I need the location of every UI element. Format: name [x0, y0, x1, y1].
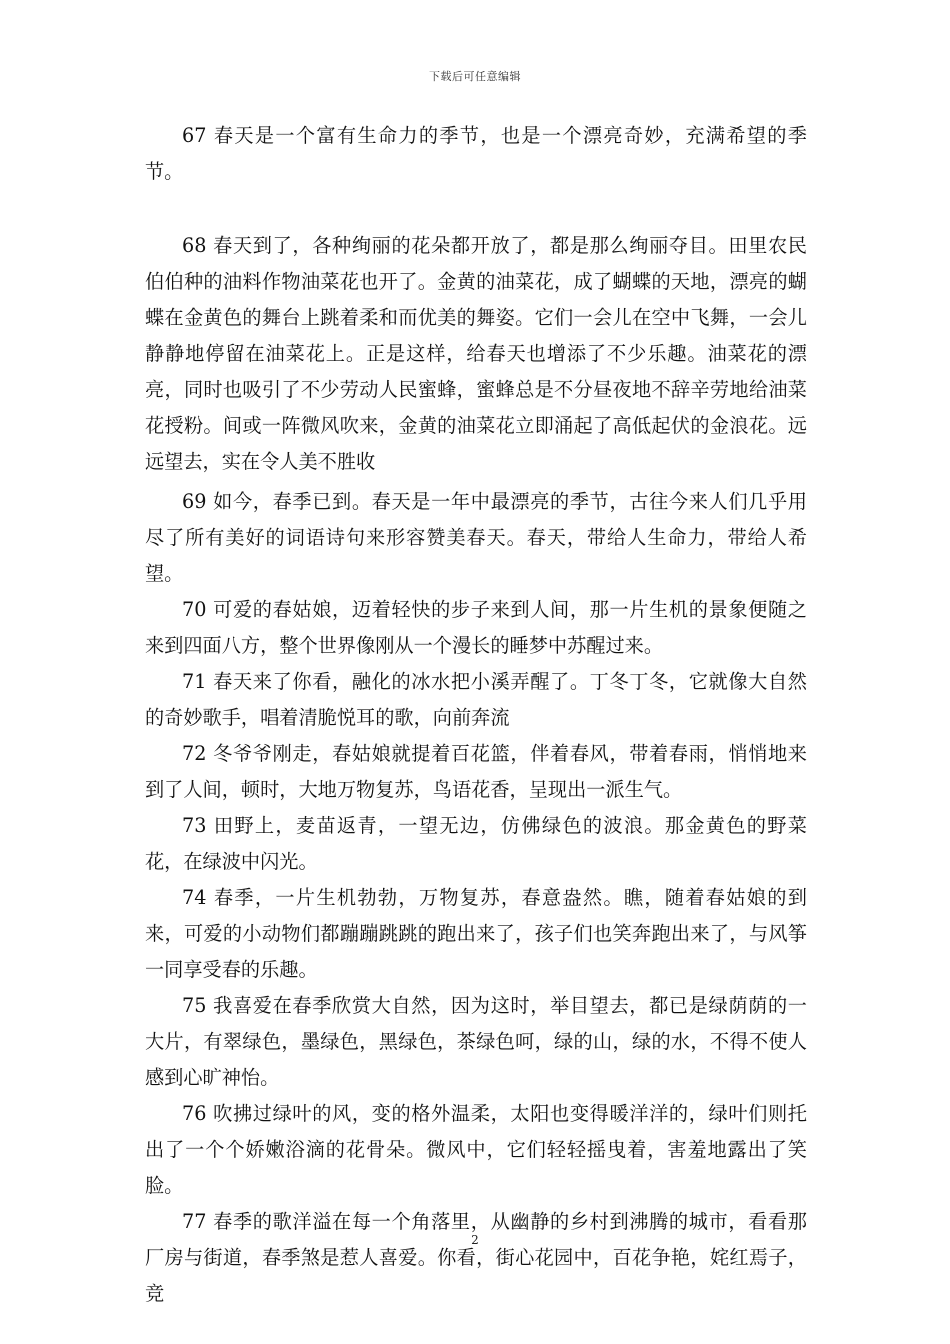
paragraph-69: 69 如今，春季已到。春天是一年中最漂亮的季节，古往今来人们几乎用尽了所有美好的词语诗句来形容赞美春天。春天，带给人生命力，带给人希望。	[145, 490, 807, 585]
paragraph-67: 67 春天是一个富有生命力的季节，也是一个漂亮奇妙，充满希望的季节。	[145, 124, 807, 183]
paragraph-71: 71 春天来了你看，融化的冰水把小溪弄醒了。丁冬丁冬，它就像大自然的奇妙歌手，唱着清脆悦耳的歌，向前奔流	[145, 670, 807, 729]
paragraph-72: 72 冬爷爷刚走，春姑娘就提着百花篮，伴着春风，带着春雨，悄悄地来到了人间，顿时，大地万物复苏，鸟语花香，呈现出一派生气。	[145, 742, 807, 801]
page-number: 2	[471, 1233, 479, 1247]
paragraph-73: 73 田野上，麦苗返青，一望无边，仿佛绿色的波浪。那金黄色的野菜花，在绿波中闪光。	[145, 814, 807, 873]
paragraph-74: 74 春季，一片生机勃勃，万物复苏，春意盎然。瞧，随着春姑娘的到来，可爱的小动物们都蹦蹦跳跳的跑出来了，孩子们也笑奔跑出来了，与风筝一同享受春的乐趣。	[145, 886, 807, 981]
paragraph-77: 77 春季的歌洋溢在每一个角落里，从幽静的乡村到沸腾的城市，看看那厂房与街道，春季煞是惹人喜爱。你看，街心花园中，百花争艳，姹红焉子，竞	[145, 1210, 807, 1305]
paragraph-76: 76 吹拂过绿叶的风，变的格外温柔，太阳也变得暖洋洋的，绿叶们则托出了一个个娇嫩浴滴的花骨朵。微风中，它们轻轻摇曳着，害羞地露出了笑脸。	[145, 1102, 807, 1197]
paragraph-70: 70 可爱的春姑娘，迈着轻快的步子来到人间，那一片生机的景象便随之来到四面八方，整个世界像刚从一个漫长的睡梦中苏醒过来。	[145, 598, 807, 657]
document-body	[145, 118, 807, 1312]
paragraph-75: 75 我喜爱在春季欣赏大自然，因为这时，举目望去，都已是绿荫荫的一大片，有翠绿色，墨绿色，黑绿色，茶绿色呵，绿的山，绿的水，不得不使人感到心旷神怡。	[145, 994, 807, 1089]
page-header: 下载后可任意编辑	[429, 70, 521, 83]
paragraph-68: 68 春天到了，各种绚丽的花朵都开放了，都是那么绚丽夺目。田里农民伯伯种的油料作物油菜花也开了。金黄的油菜花，成了蝴蝶的天地，漂亮的蝴蝶在金黄色的舞台上跳着柔和而优美的舞姿。它们一会儿在空中飞舞，一会儿静静地停留在油菜花上。正是这样，给春天也增添了不少乐趣。油菜花的漂亮，同时也吸引了不少劳动人民蜜蜂，蜜蜂总是不分昼夜地不辞辛劳地给油菜花授粉。间或一阵微风吹来，金黄的油菜花立即涌起了高低起伏的金浪花。远远望去，实在令人美不胜收	[145, 234, 807, 473]
